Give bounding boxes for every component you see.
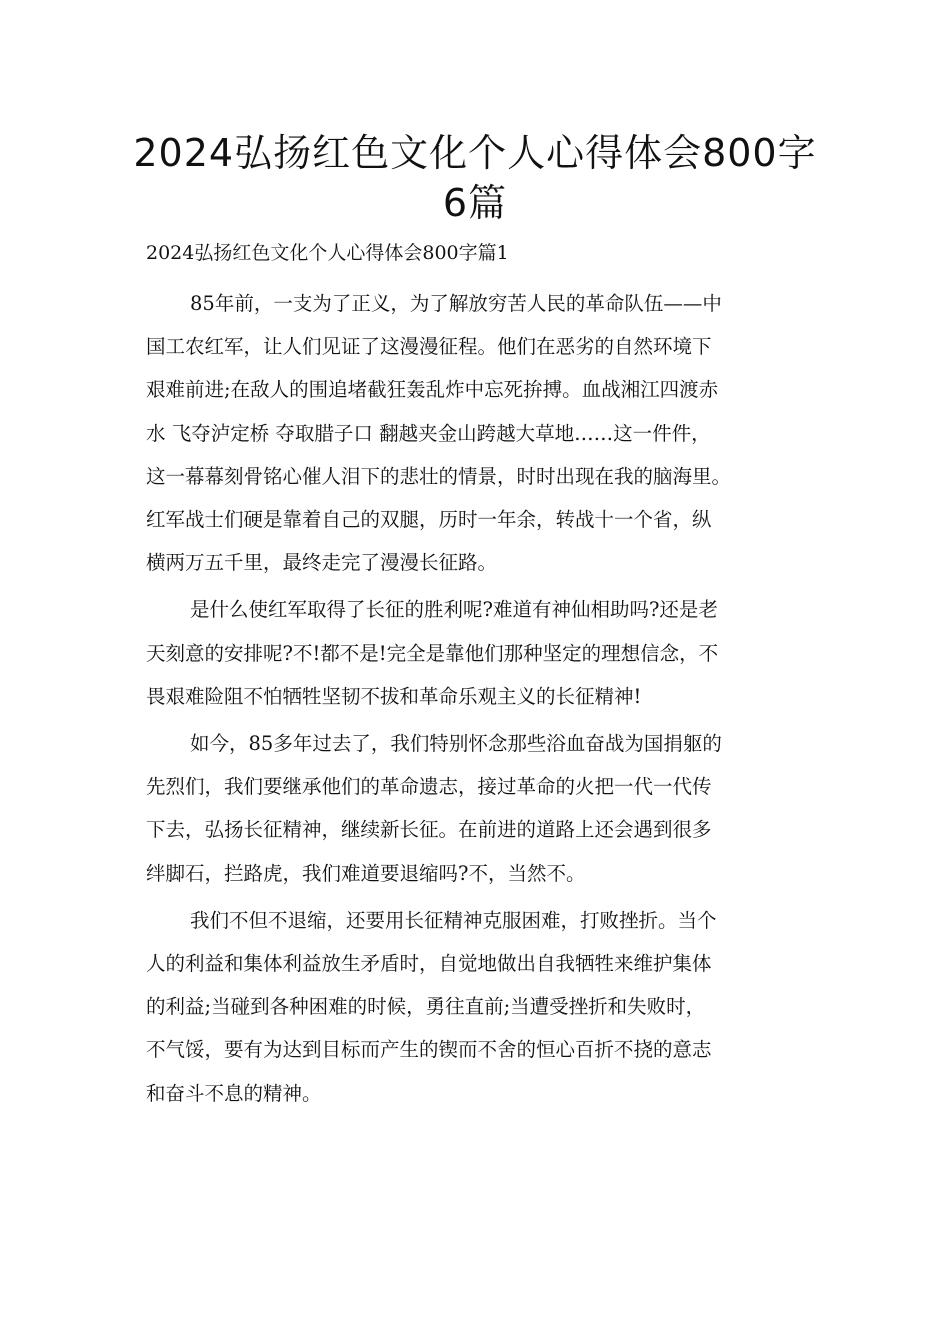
text-line: 下去，弘扬长征精神，继续新长征。在前进的道路上还会遇到很多 bbox=[146, 818, 712, 842]
text-line: 艰难前进;在敌人的围追堵截狂轰乱炸中忘死拚搏。血战湘江四渡赤 bbox=[146, 378, 719, 402]
text-line: 的利益;当碰到各种困难的时候，勇往直前;当遭受挫折和失败时， bbox=[146, 995, 706, 1019]
text-line: 绊脚石，拦路虎，我们难道要退缩吗?不，当然不。 bbox=[146, 861, 586, 885]
text-line: 水 飞夺泸定桥 夺取腊子口 翻越夹金山跨越大草地……这一件件， bbox=[146, 421, 711, 445]
text-line: 如今，85多年过去了，我们特别怀念那些浴血奋战为国捐躯的 bbox=[190, 732, 722, 756]
text-line: 我们不但不退缩，还要用长征精神克服困难，打败挫折。当个 bbox=[190, 908, 717, 932]
text-line: 和奋斗不息的精神。 bbox=[146, 1081, 322, 1105]
text-line: 不气馁，要有为达到目标而产生的锲而不舍的恒心百折不挠的意志 bbox=[146, 1038, 712, 1062]
paragraph bbox=[146, 282, 826, 584]
text-line: 畏艰难险阻不怕牺牲坚韧不拔和革命乐观主义的长征精神! bbox=[146, 684, 642, 708]
text-line: 85年前，一支为了正义，为了解放穷苦人民的革命队伍——中 bbox=[190, 292, 722, 315]
text-line: 是什么使红军取得了长征的胜利呢?难道有神仙相助吗?还是老 bbox=[190, 598, 718, 622]
text-line: 天刻意的安排呢?不!都不是!完全是靠他们那种坚定的理想信念，不 bbox=[146, 641, 719, 665]
section-heading: 2024弘扬红色文化个人心得体会800字篇1 bbox=[146, 242, 509, 264]
text-line: 这一幕幕刻骨铭心催人泪下的悲壮的情景，时时出现在我的脑海里。 bbox=[146, 464, 732, 488]
text-line: 人的利益和集体利益放生矛盾时，自觉地做出自我牺牲来维护集体 bbox=[146, 952, 712, 976]
text-line: 先烈们，我们要继承他们的革命遗志，接过革命的火把一代一代传 bbox=[146, 775, 712, 799]
document-title bbox=[120, 128, 830, 228]
document-body bbox=[146, 282, 826, 1119]
title-line: 2024弘扬红色文化个人心得体会800字 bbox=[133, 131, 817, 175]
paragraph bbox=[146, 722, 826, 895]
text-line: 国工农红军，让人们见证了这漫漫征程。他们在恶劣的自然环境下 bbox=[146, 335, 712, 359]
paragraph bbox=[146, 899, 826, 1115]
text-line: 红军战士们硬是靠着自己的双腿，历时一年余，转战十一个省，纵 bbox=[146, 508, 712, 532]
title-line: 6篇 bbox=[442, 181, 508, 225]
text-line: 横两万五千里，最终走完了漫漫长征路。 bbox=[146, 551, 498, 575]
paragraph bbox=[146, 588, 826, 718]
